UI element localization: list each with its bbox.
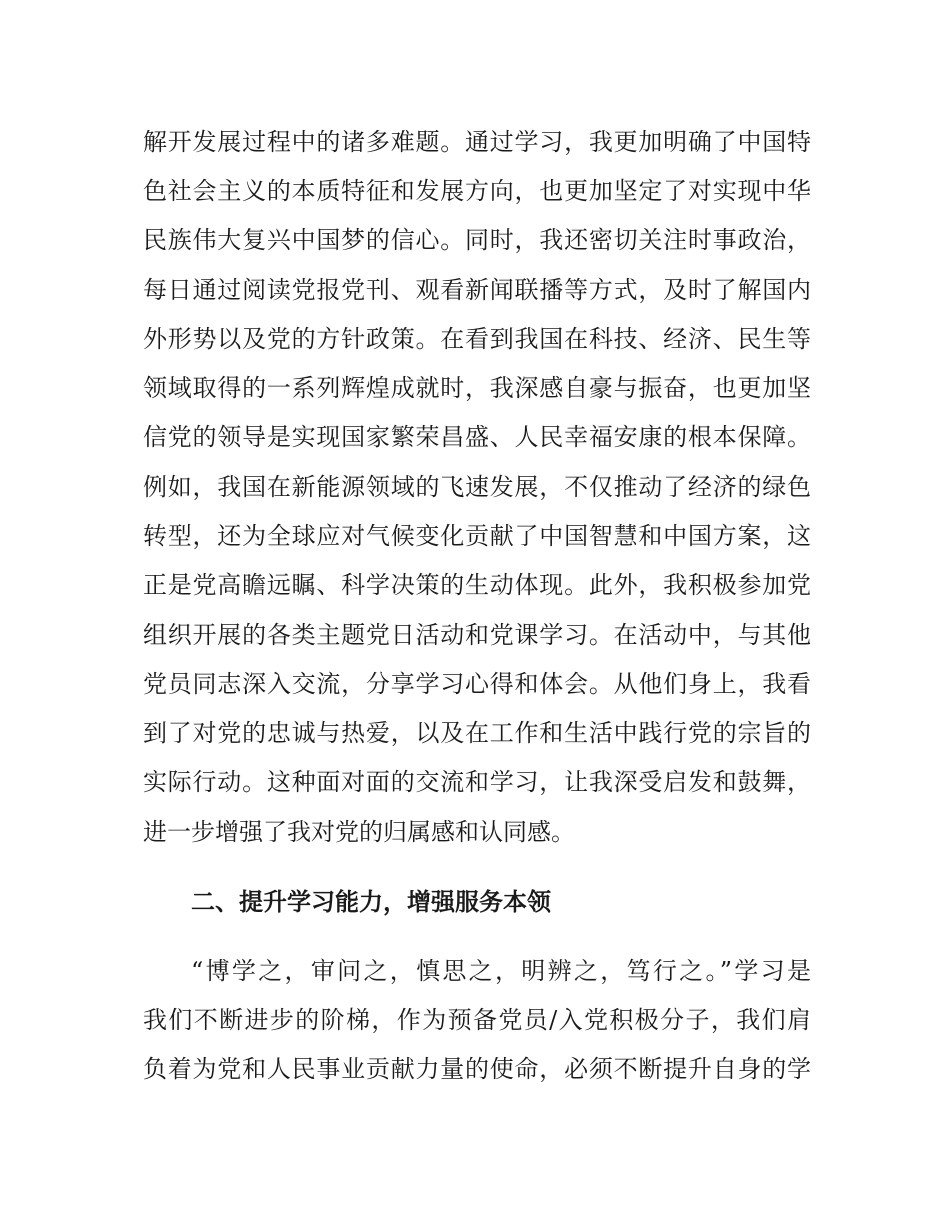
body-text-line: 实际行动。这种面对面的交流和学习，让我深受启发和鼓舞， <box>143 768 811 796</box>
body-text-line: 每日通过阅读党报党刊、观看新闻联播等方式，及时了解国内 <box>143 276 811 304</box>
body-text-line: “博学之，审问之，慎思之，明辨之，笃行之。”学习是 <box>191 957 811 985</box>
body-text-line: 进一步增强了我对党的归属感和认同感。 <box>143 818 575 846</box>
body-text-line: 例如，我国在新能源领域的飞速发展，不仅推动了经济的绿色 <box>143 473 811 501</box>
body-text-line: 负着为党和人民事业贡献力量的使命，必须不断提升自身的学 <box>143 1055 811 1083</box>
body-text-line: 色社会主义的本质特征和发展方向，也更加坚定了对实现中华 <box>143 177 811 205</box>
body-text-line: 组织开展的各类主题党日活动和党课学习。在活动中，与其他 <box>143 621 811 649</box>
body-text-line: 转型，还为全球应对气候变化贡献了中国智慧和中国方案，这 <box>143 522 811 550</box>
body-text-line: 到了对党的忠诚与热爱，以及在工作和生活中践行党的宗旨的 <box>143 719 811 747</box>
body-text-line: 党员同志深入交流，分享学习心得和体会。从他们身上，我看 <box>143 670 811 698</box>
body-text-line: 信党的领导是实现国家繁荣昌盛、人民幸福安康的根本保障。 <box>143 423 811 451</box>
body-text-line: 民族伟大复兴中国梦的信心。同时，我还密切关注时事政治， <box>143 226 811 254</box>
body-text-line: 正是党高瞻远瞩、科学决策的生动体现。此外，我积极参加党 <box>143 571 811 599</box>
body-text-line: 解开发展过程中的诸多难题。通过学习，我更加明确了中国特 <box>143 128 811 156</box>
body-text-line: 外形势以及党的方针政策。在看到我国在科技、经济、民生等 <box>143 325 811 353</box>
section-heading: 二、提升学习能力，增强服务本领 <box>191 888 551 916</box>
body-text-line: 我们不断进步的阶梯，作为预备党员/入党积极分子，我们肩 <box>143 1006 811 1034</box>
body-text-line: 领域取得的一系列辉煌成就时，我深感自豪与振奋，也更加坚 <box>143 374 811 402</box>
